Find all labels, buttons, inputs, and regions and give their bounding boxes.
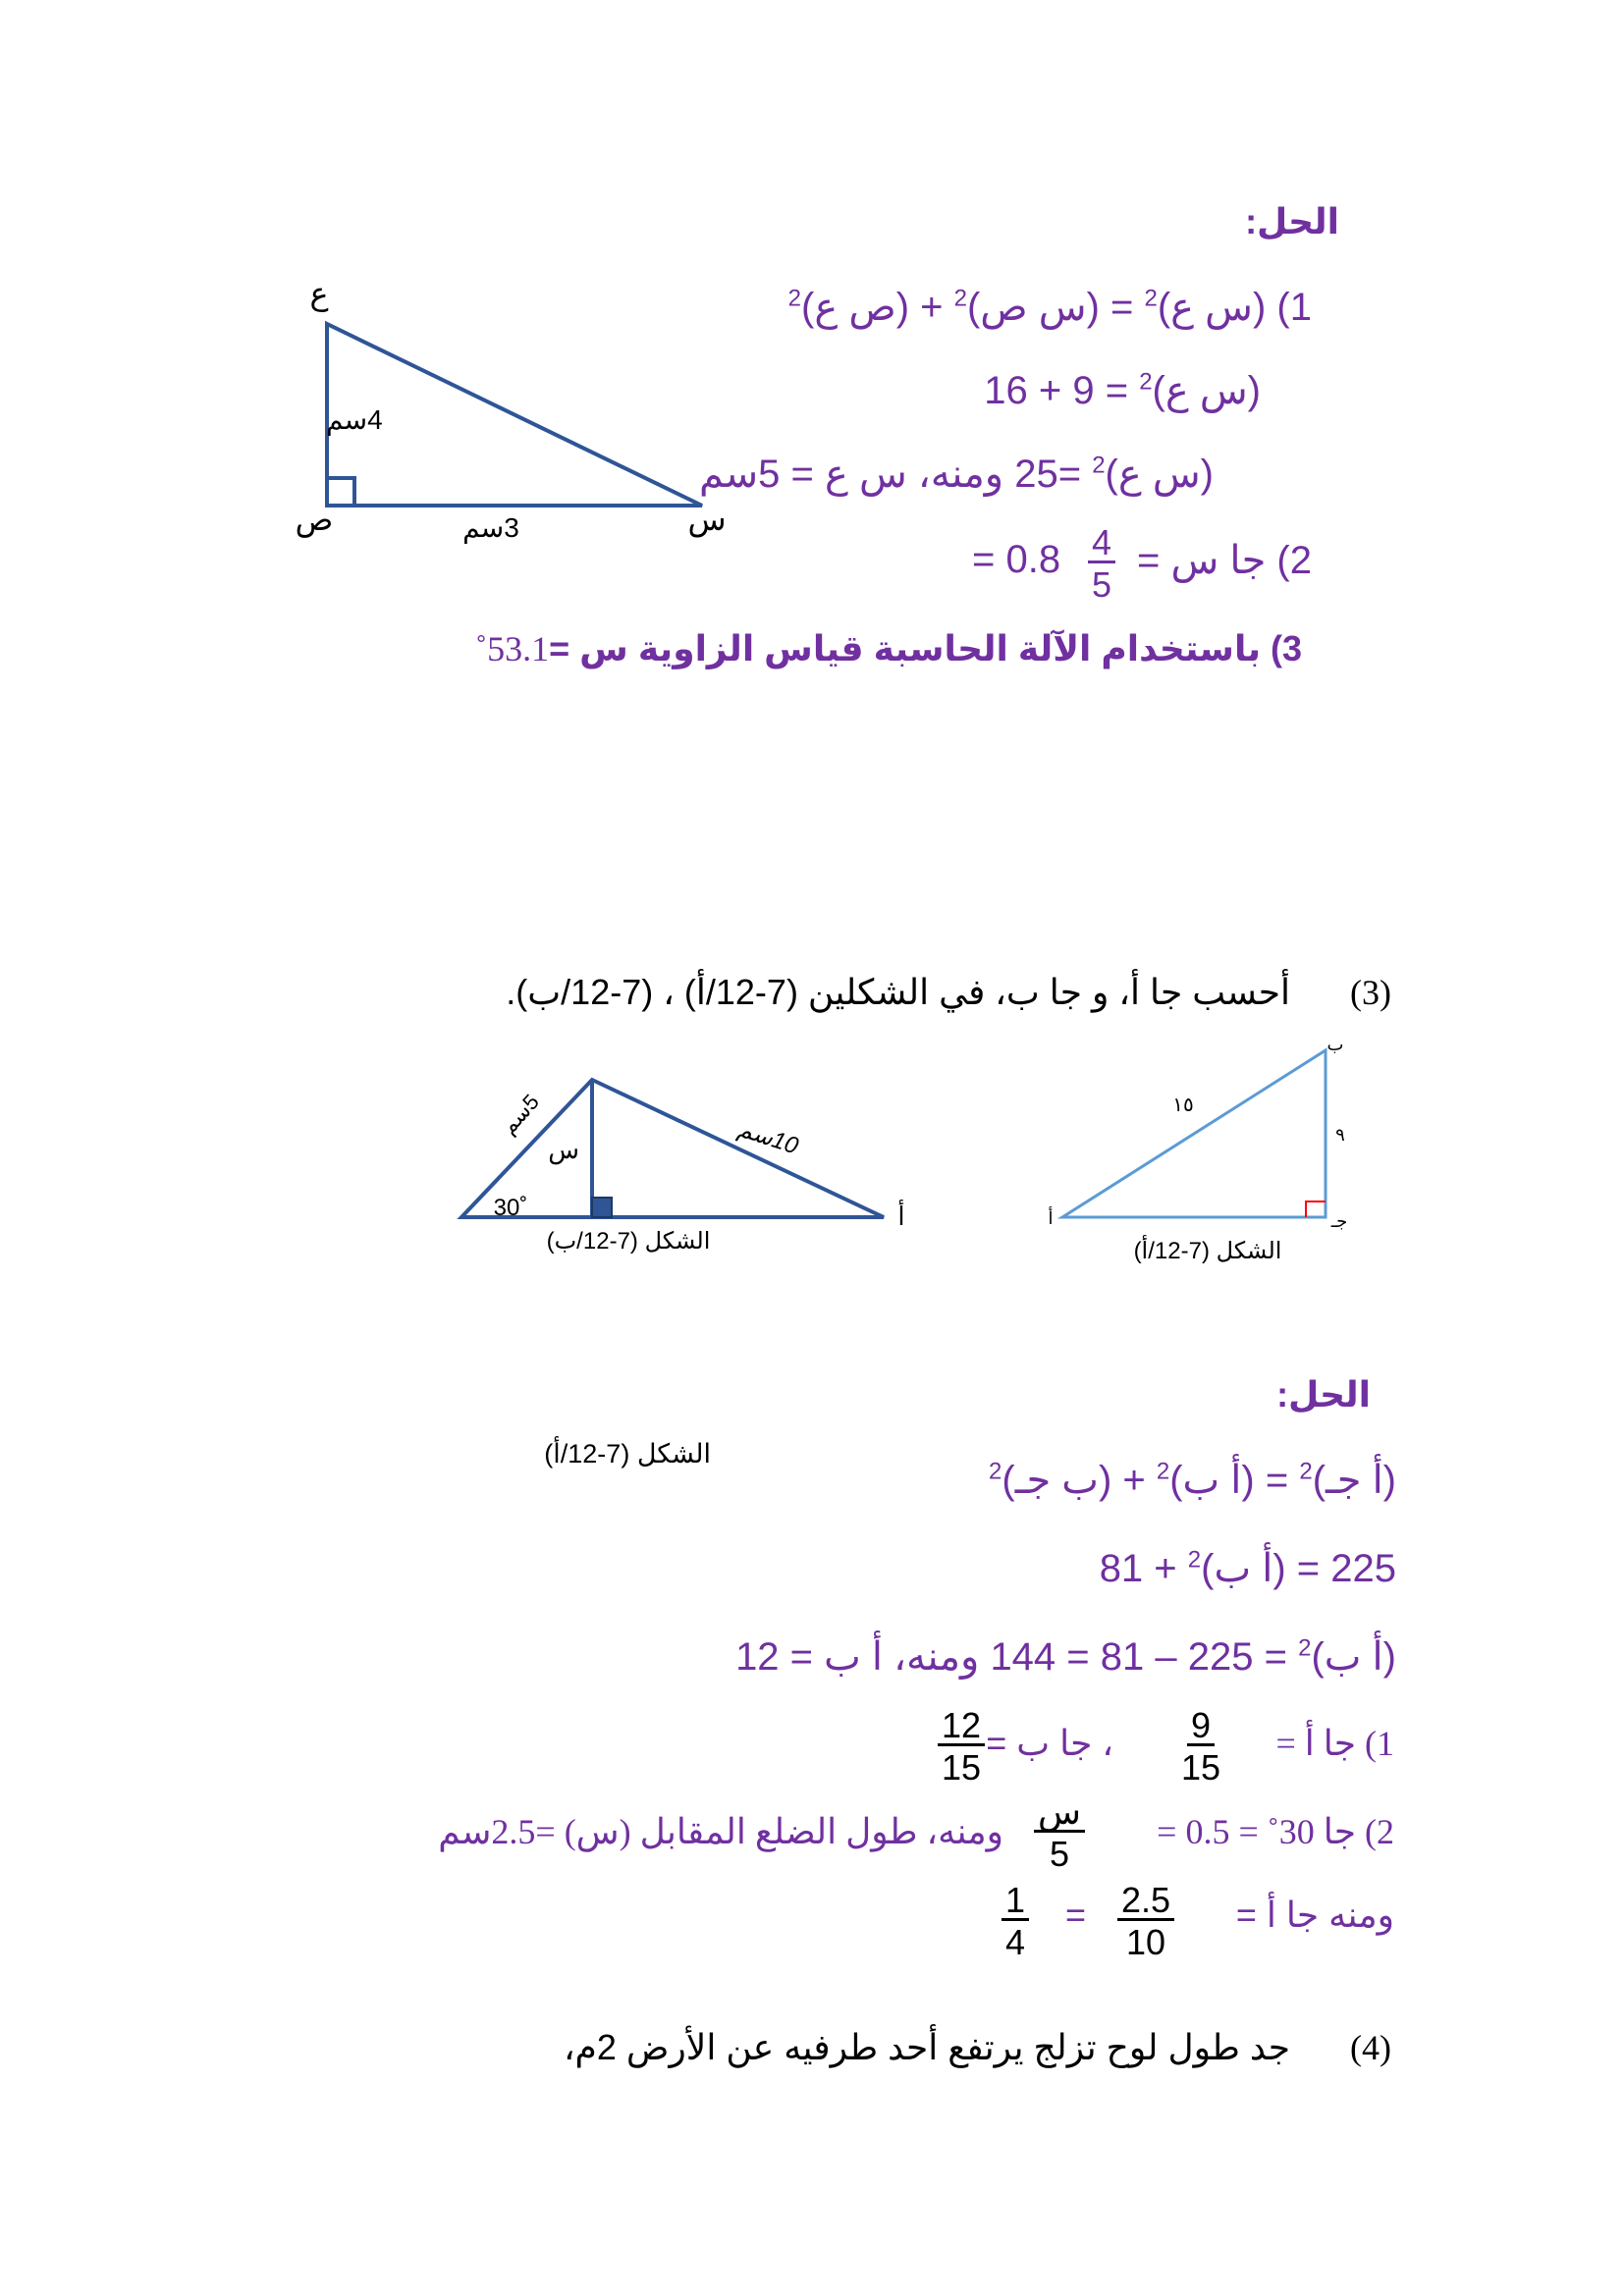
figure-a-caption: الشكل (7-12/أ) bbox=[1133, 1238, 1282, 1264]
side-label-left: 4سم bbox=[326, 404, 383, 435]
equals-sign: = bbox=[1065, 1895, 1087, 1935]
sine-line-label: 2) جا س = bbox=[1136, 539, 1312, 582]
figure-7-12-b bbox=[432, 1050, 923, 1276]
solution-heading-2: الحل: bbox=[1276, 1374, 1371, 1415]
vertex-label-a-fig: أ bbox=[1048, 1208, 1054, 1228]
triangle-shape bbox=[327, 324, 702, 506]
vertex-label-right-angle: ص bbox=[295, 502, 334, 537]
side-label-bottom: 3سم bbox=[462, 512, 519, 543]
calculator-line: 3) باستخدام الآلة الحاسبة قياس الزاوية س =53.1˚ bbox=[475, 628, 1302, 668]
pythagoras-line: 1) (س ع)$^2$ = (س ص)$^2$ + (ص ع)$^2$ bbox=[787, 285, 1312, 329]
substitution-line: (س ع)$^2$ = 9 + 16 bbox=[984, 368, 1261, 412]
fraction-s-5: س 5 bbox=[1034, 1794, 1085, 1872]
right-angle-mark-b bbox=[592, 1198, 612, 1217]
pythagoras-line-2: (أ جـ)$^2$ = (أ ب)$^2$ + (ب جـ)$^2$ bbox=[989, 1458, 1396, 1502]
triangle-a-shape bbox=[1062, 1050, 1326, 1217]
fraction-2-5-10: $\frac{2.5}{10}$ bbox=[1117, 1883, 1174, 1960]
question-3-number: (3) bbox=[1350, 973, 1391, 1012]
sin-a-label: 1) جا أ = bbox=[1275, 1724, 1394, 1763]
vertex-label-b: ب bbox=[1326, 1035, 1344, 1054]
fraction-12-15: $\frac{12}{15}$ bbox=[938, 1708, 985, 1786]
hypotenuse-label: ١٥ bbox=[1172, 1095, 1194, 1116]
so-sin-a-label: ومنه جا أ = bbox=[1235, 1895, 1394, 1935]
side-label-10cm: 10سم bbox=[734, 1115, 802, 1160]
triangle-figure-1 bbox=[255, 265, 746, 550]
question-3-text: أحسب جا أ، و جا ب، في الشكلين (7-12/أ) ، (7-12/ب). bbox=[506, 972, 1290, 1012]
side-label-5cm: 5سم bbox=[495, 1089, 544, 1140]
figure-7-12-a bbox=[1041, 1031, 1375, 1276]
figure-b-caption: الشكل (7-12/ب) bbox=[546, 1228, 711, 1255]
fraction-1-4: $\frac{1}{4}$ bbox=[1001, 1883, 1029, 1960]
fraction-9-15: $\frac{9}{15}$ bbox=[1181, 1705, 1221, 1788]
sin-b-label: ، جا ب = bbox=[986, 1723, 1113, 1763]
angle-label-30: 30˚ bbox=[493, 1195, 528, 1221]
figure-reference-label: الشكل (7-12/أ) bbox=[544, 1439, 711, 1468]
opposite-side-result: ومنه، طول الضلع المقابل (س) =2.5سم bbox=[438, 1812, 1003, 1851]
vertex-label-top: ع bbox=[309, 276, 329, 311]
leg-label: ٩ bbox=[1335, 1125, 1345, 1145]
question-4-number: (4) bbox=[1350, 2028, 1391, 2067]
result-line: (س ع)$^2$ =25 ومنه، س ع = 5سم bbox=[699, 452, 1214, 496]
sine-line-value: = 0.8 bbox=[972, 538, 1061, 581]
substitution-line-2: 225 = (أ ب)$^2$ + 81 bbox=[1099, 1546, 1396, 1590]
vertex-label-c: جـ bbox=[1330, 1211, 1348, 1231]
fraction-4-5: $\frac{4}{5}$ bbox=[1088, 525, 1115, 603]
result-line-2: (أ ب)$^2$ = 225 – 81 = 144 ومنه، أ ب = 12 bbox=[735, 1634, 1396, 1679]
height-label: س bbox=[548, 1135, 579, 1164]
sin-30-label: 2) جا 30˚ = 0.5 = bbox=[1157, 1812, 1394, 1851]
right-angle-mark-a bbox=[1306, 1201, 1326, 1217]
question-4-text: جد طول لوح تزلج يرتفع أحد طرفيه عن الأرض 2م، bbox=[563, 2027, 1290, 2067]
vertex-label-right: س bbox=[687, 502, 727, 537]
solution-heading: الحل: bbox=[1245, 201, 1339, 241]
vertex-label-a: أ bbox=[897, 1201, 905, 1231]
